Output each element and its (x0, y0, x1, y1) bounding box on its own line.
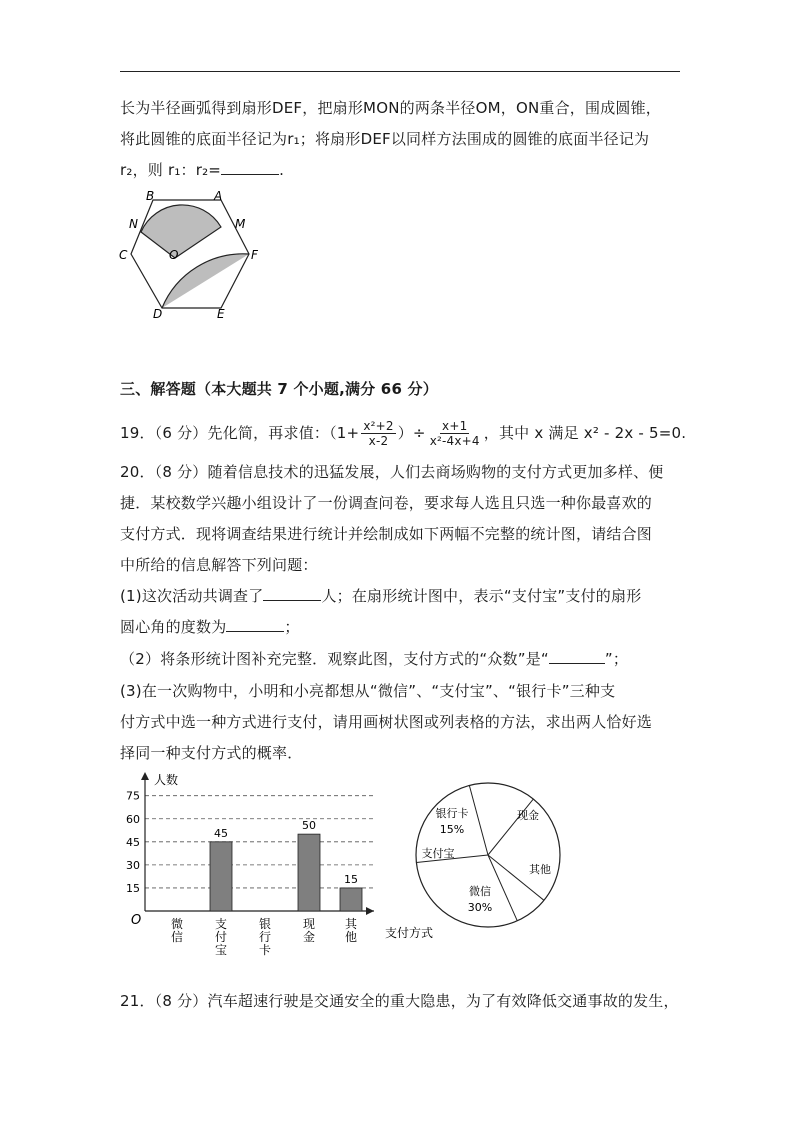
q20-part2-pre: （2）将条形统计图补充完整．观察此图，支付方式的“众数”是“ (120, 650, 549, 668)
fraction-denominator: x²-4x+4 (429, 433, 480, 448)
x-category-label: 付 (214, 930, 228, 944)
q18-line3 (120, 159, 284, 181)
q18-line3-end: . (279, 161, 285, 179)
header-rule (120, 71, 680, 72)
x-category-label: 信 (170, 930, 184, 944)
pie-chart (410, 778, 570, 938)
x-category-label: 支 (214, 917, 228, 931)
fraction-numerator: x+1 (442, 418, 468, 433)
q20-part1-pre: (1)这次活动共调查了 (120, 587, 264, 605)
x-category-label: 他 (344, 930, 358, 944)
x-axis-arrow (366, 907, 374, 915)
q20-line1: 20．（8 分）随着信息技术的迅猛发展，人们去商场购物的支付方式更加多样、便 (120, 463, 664, 481)
bar-data-label: 45 (214, 826, 228, 840)
label-e: E (217, 307, 225, 321)
pie-slice-label: 现金 (517, 809, 539, 822)
q19-line (120, 416, 686, 450)
pie-slice-label: 支付宝 (421, 847, 455, 860)
bar-chart (112, 768, 434, 968)
y-tick-label: 60 (126, 812, 140, 826)
label-a: A (214, 189, 223, 203)
x-axis-label: 支付方式 (385, 926, 434, 940)
y-tick-label: 75 (126, 789, 140, 803)
q20-part3-line1: (3)在一次购物中，小明和小亮都想从“微信”、“支付宝”、“银行卡”三种支 (120, 682, 616, 700)
q19-fraction-2 (428, 419, 482, 448)
x-category-label: 微 (170, 917, 184, 931)
x-category-label: 现 (302, 917, 316, 931)
x-category-label: 其 (344, 917, 358, 931)
label-n: N (129, 217, 138, 231)
q19-fraction-1 (361, 419, 395, 448)
q19-prefix: 19．（6 分）先化简，再求值：（1+ (120, 424, 360, 442)
hexagon-sector-figure (115, 188, 275, 320)
pie-slice-percent: 30% (467, 901, 493, 914)
answer-blank (263, 586, 321, 601)
answer-blank (226, 617, 284, 632)
answer-blank (549, 649, 605, 664)
q20-part1-mid: 人；在扇形统计图中，表示“支付宝”支付的扇形 (321, 587, 642, 605)
q18-line3-text: r₂，则 r₁：r₂= (120, 161, 222, 179)
pie-slice-label: 银行卡 (435, 807, 469, 820)
q18-line1: 长为半径画弧得到扇形DEF，把扇形MON的两条半径OM，ON重合，围成圆锥， (120, 99, 662, 117)
x-category-label: 行 (258, 930, 272, 944)
label-c: C (119, 248, 128, 262)
y-axis-arrow (141, 772, 149, 780)
bar-data-label: 50 (302, 819, 316, 833)
x-category-label: 银 (258, 917, 272, 931)
bar (340, 888, 362, 911)
q21-line1: 21．（8 分）汽车超速行驶是交通安全的重大隐患，为了有效降低交通事故的发生， (120, 992, 679, 1010)
y-tick-label: 30 (126, 858, 140, 872)
pie-slice-label: 其他 (529, 863, 551, 876)
q18-line2: 将此圆锥的底面半径记为r₁；将扇形DEF以同样方法围成的圆锥的底面半径记为 (120, 130, 650, 148)
y-tick-label: 15 (126, 881, 140, 895)
pie-slice-percent: 15% (439, 823, 465, 836)
pie-slice-label: 微信 (469, 885, 491, 898)
fraction-numerator: x²+2 (363, 418, 394, 433)
section-title: 三、解答题（本大题共 7 个小题,满分 66 分） (120, 380, 438, 398)
q20-part1 (120, 585, 641, 607)
q20-part2-post: ”； (604, 650, 629, 668)
origin-label: O (131, 913, 142, 928)
label-f: F (251, 248, 258, 262)
bar-data-label: 15 (344, 872, 358, 886)
answer-blank (221, 160, 279, 175)
bar (210, 842, 232, 911)
q20-part2 (120, 648, 628, 670)
x-category-label: 宝 (214, 943, 228, 957)
q19-suffix: ，其中 x 满足 x² - 2x - 5=0. (483, 424, 687, 442)
x-category-label: 卡 (258, 943, 272, 957)
q20-part3-line3: 择同一种支付方式的概率． (120, 744, 303, 762)
q20-line3: 支付方式．现将调查结果进行统计并绘制成如下两幅不完整的统计图，请结合图 (120, 525, 653, 543)
q20-part3-line2: 付方式中选一种方式进行支付，请用画树状图或列表格的方法，求出两人恰好选 (120, 713, 653, 731)
q20-part1b-pre: 圆心角的度数为 (120, 618, 227, 636)
y-tick-label: 45 (126, 835, 140, 849)
label-d: D (153, 307, 163, 321)
q20-part1b-post: ； (284, 618, 300, 636)
label-b: B (146, 189, 155, 203)
label-o: O (169, 248, 179, 262)
label-m: M (235, 217, 246, 231)
sector-mon (141, 205, 221, 258)
y-axis-label: 人数 (154, 773, 179, 787)
bar (298, 834, 320, 911)
q20-part1b (120, 616, 300, 638)
q20-line4: 中所给的信息解答下列问题： (120, 556, 318, 574)
x-category-label: 金 (302, 930, 316, 944)
fraction-denominator: x-2 (368, 433, 389, 448)
q19-mid: ）÷ (397, 424, 426, 442)
q20-line2: 捷．某校数学兴趣小组设计了一份调查问卷，要求每人选且只选一种你最喜欢的 (120, 494, 653, 512)
